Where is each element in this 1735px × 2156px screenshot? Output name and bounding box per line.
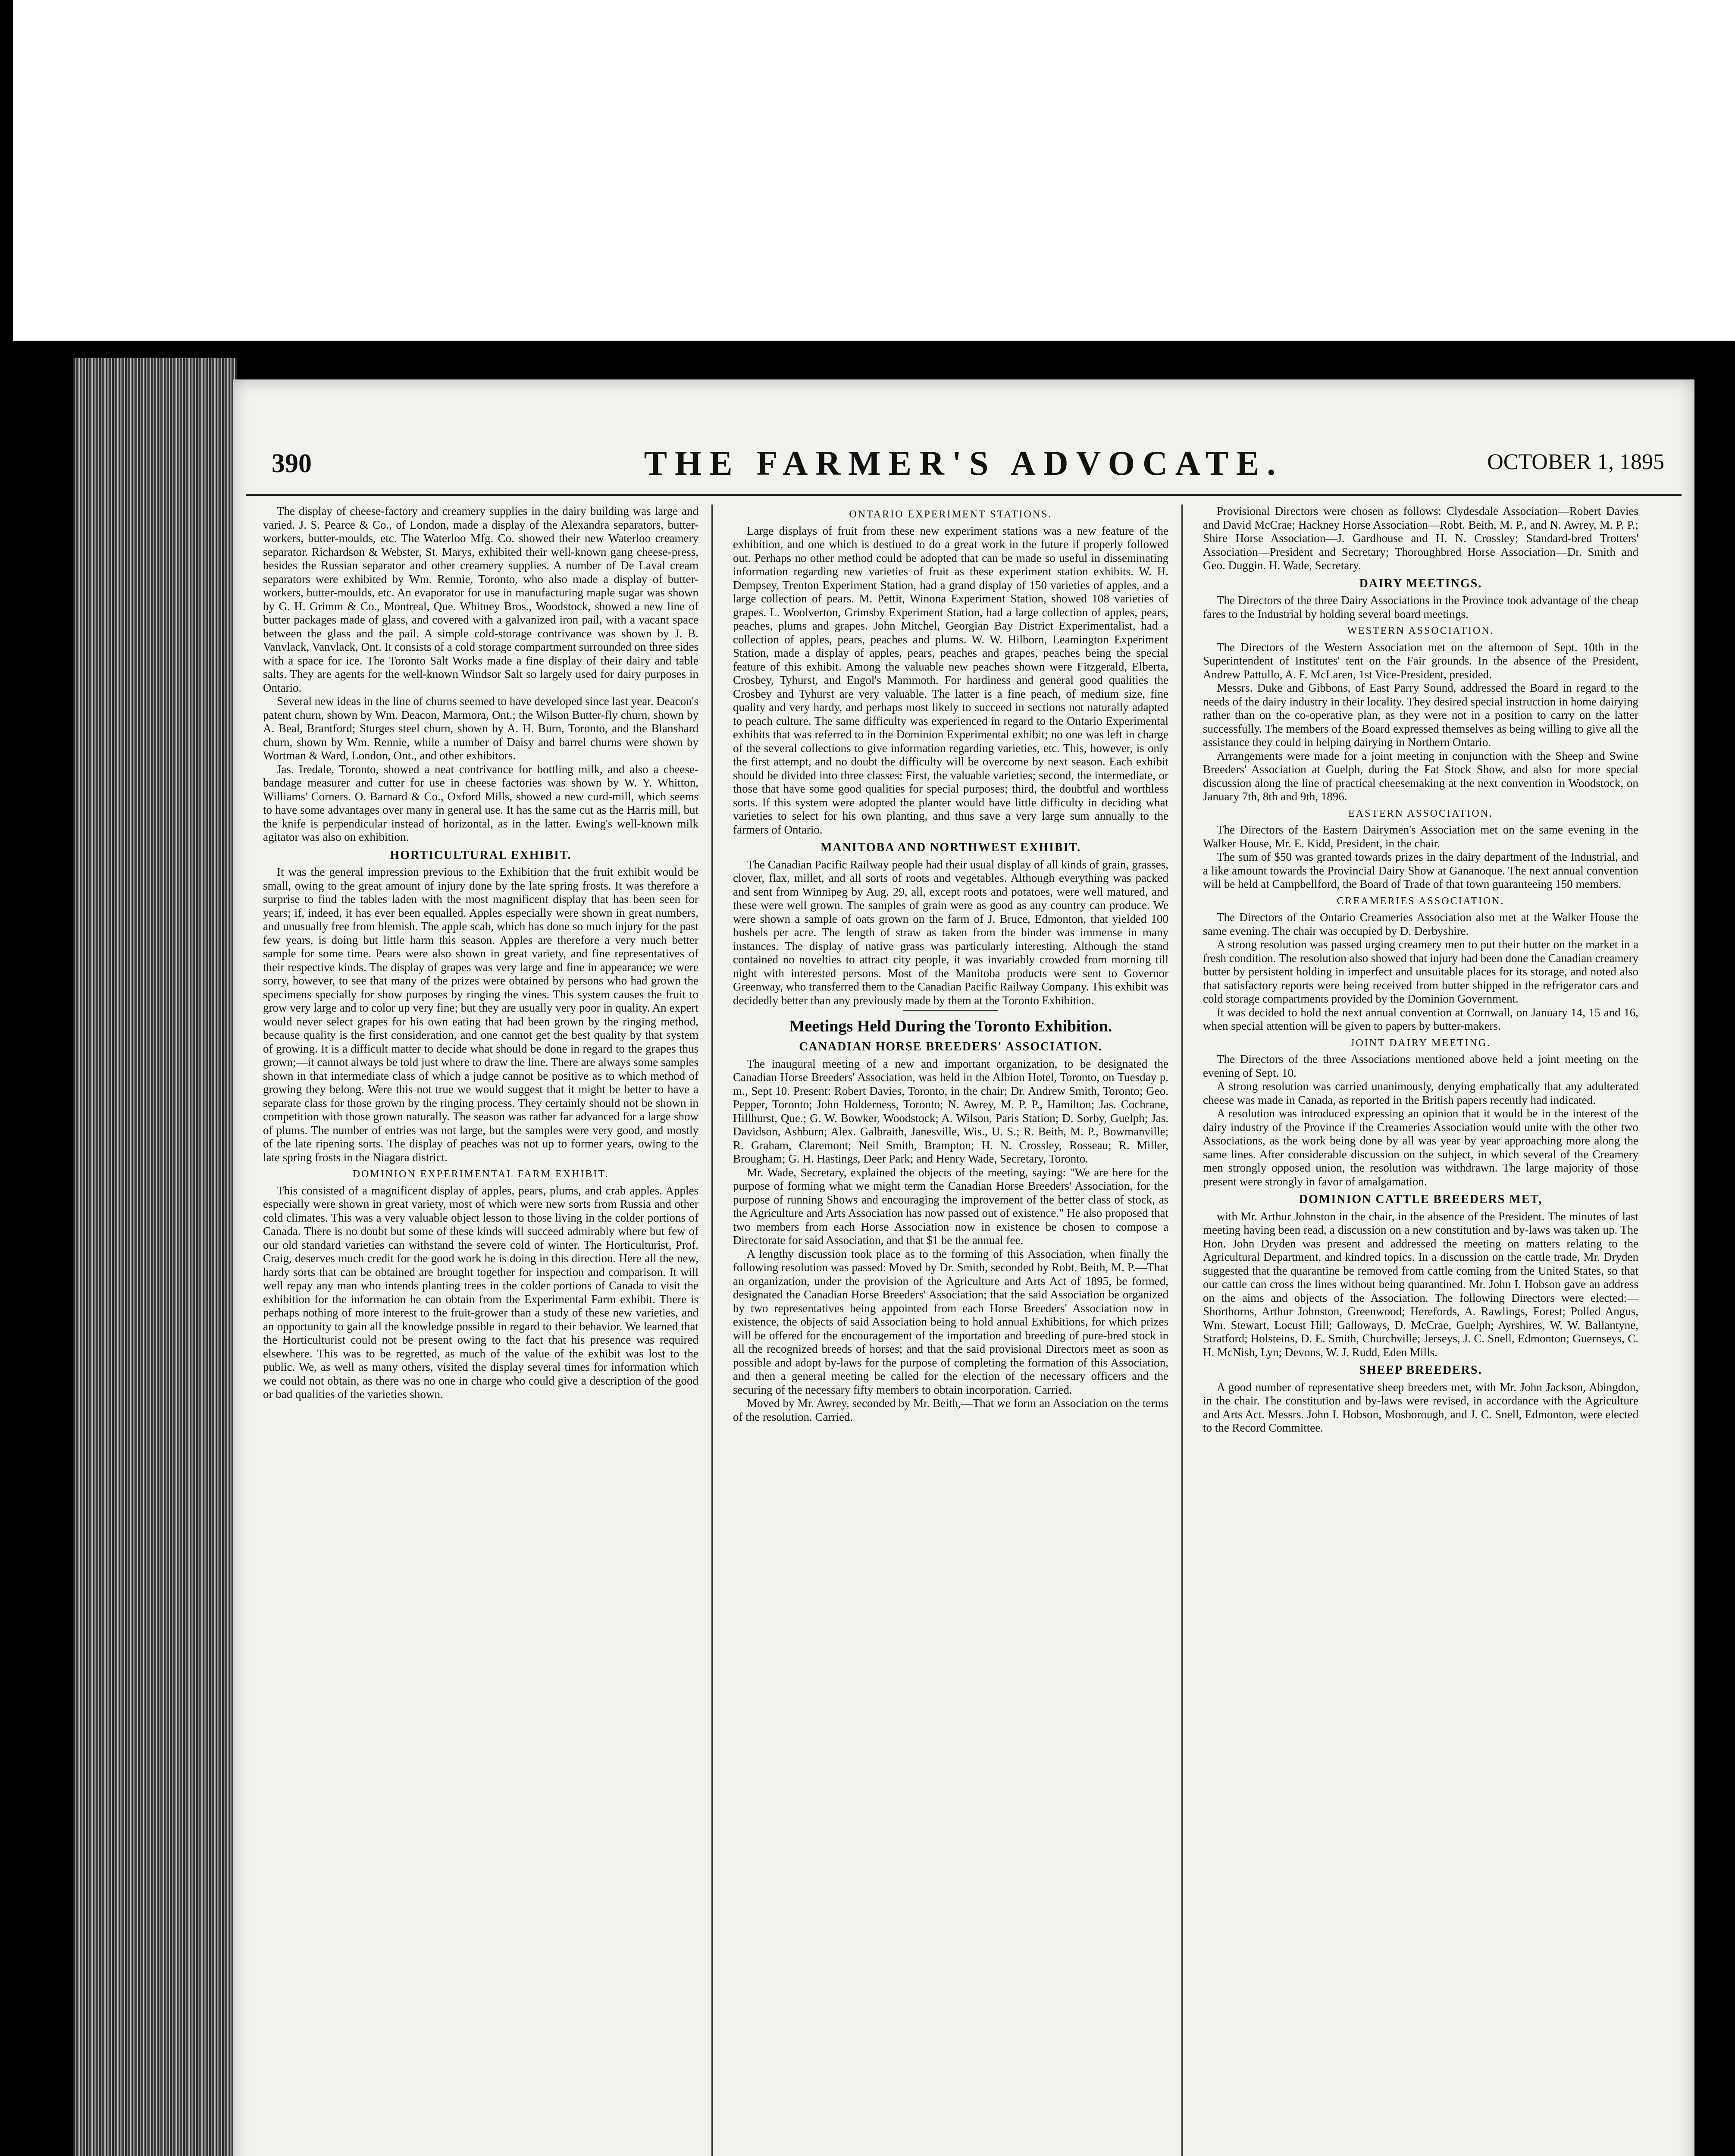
article-paragraph: A lengthy discussion took place as to the forming of this Association, when finally the following resolution was passed: Moved by Dr. Smith, seconded by Robt. Beith, M. P.—That an organization, under the provision of the Agriculture and Arts Act of 1895, be formed, designated the Canadian Horse Breeders' Association; that the said Association be organized by two representatives being appointed from each Horse Breeders' Association now in existence, the objects of said Association being to hold annual Exhibitions, for which prizes will be offered for the encouragement of the importation and breeding of pure-bred stock in all the recognized breeds of horses; and that the said provisional Directors meet as soon as possible and adopt by-laws for the purpose of completing the formation of this Association, and then a general meeting be called for the election of the necessary officers and the securing of the necessary fifty members to obtain incorporation. Carried. — [733, 1247, 1168, 1396]
book-binding-edge — [73, 358, 237, 2156]
header-rule — [246, 494, 1682, 496]
article-paragraph: The Directors of the three Associations mentioned above held a joint meeting on the evening of Sept. 10. — [1203, 1053, 1638, 1079]
newspaper-page — [233, 379, 1694, 2156]
section-heading-joint: JOINT DAIRY MEETING. — [1350, 1037, 1491, 1049]
page-header — [246, 440, 1682, 492]
article-paragraph: Moved by Mr. Awrey, seconded by Mr. Beith,—That we form an Association on the terms of the resolution. Carried. — [733, 1397, 1168, 1423]
section-heading-dairy: DAIRY MEETINGS. — [1359, 577, 1482, 590]
section-rule — [903, 1010, 998, 1011]
article-paragraph: A strong resolution was passed urging creamery men to put their butter on the market in a fresh condition. The resolution also showed that injury had been done the Canadian creamery butter by persistent holding in imperfect and unsuitable places for its storage, and noted also that satisfactory reports were being received from butter shipped in the refrigerator cars and cold storage compartments provided by the Dominion Government. — [1203, 938, 1638, 1005]
article-paragraph: A strong resolution was carried unanimously, denying emphatically that any adulterated cheese was made in Canada, as reported in the British papers recently had indicated. — [1203, 1080, 1638, 1106]
column-1 — [263, 505, 698, 2156]
column-3 — [1203, 505, 1638, 2156]
section-heading-creameries: CREAMERIES ASSOCIATION. — [1337, 895, 1505, 907]
section-heading-western: WESTERN ASSOCIATION. — [1347, 625, 1494, 636]
feature-headline-meetings: Meetings Held During the Toronto Exhibition. — [789, 1017, 1112, 1035]
section-heading-dominion-farm: DOMINION EXPERIMENTAL FARM EXHIBIT. — [352, 1169, 609, 1180]
column-2 — [733, 505, 1168, 2156]
masthead-title: THE FARMER'S ADVOCATE. — [644, 445, 1284, 483]
article-paragraph: Several new ideas in the line of churns seemed to have developed since last year. Deacon's patent churn, shown by Wm. Deacon, Marmora, Ont.; the Wilson Butter-fly churn, shown by A. Beal, Brantford; Sturges steel churn, shown by A. H. Burn, Toronto, and the Blanshard churn, shown by Wm. Rennie, while a number of Daisy and barrel churns were shown by Wortman & Ward, London, Ont., and other exhibitors. — [263, 695, 698, 762]
article-paragraph: Arrangements were made for a joint meeting in conjunction with the Sheep and Swine Breeders' Association at Guelph, during the Fat Stock Show, and also for more special discussion along the line of practical cheesemaking at the next convention in Woodstock, on January 7th, 8th and 9th, 1896. — [1203, 749, 1638, 803]
section-heading-sheep: SHEEP BREEDERS. — [1359, 1363, 1482, 1377]
article-paragraph: with Mr. Arthur Johnston in the chair, in the absence of the President. The minutes of last meeting having been read, a discussion on a new constitution and by-laws was taken up. The Hon. John Dryden was present and addressed the meeting on matters relating to the Agricultural Department, and kindred topics. In a discussion on the cattle trade, Mr. Dryden suggested that the quarantine be removed from cattle coming from the United States, so that our cattle can cross the lines without being quarantined. Mr. John I. Hobson gave an address on the aims and objects of the Association. The following Directors were elected:—Shorthorns, Arthur Johnston, Greenwood; Herefords, A. Rawlings, Forest; Polled Angus, Wm. Stewart, Locust Hill; Galloways, D. McCrae, Guelph; Ayrshires, W. W. Ballantyne, Stratford; Holsteins, D. E. Smith, Churchville; Jerseys, J. C. Snell, Edmonton; Guernseys, C. H. McNish, Lyn; Devons, W. J. Rudd, Eden Mills. — [1203, 1210, 1638, 1359]
article-paragraph: The Directors of the three Dairy Associations in the Province took advantage of the cheap fares to the Industrial by holding several board meetings. — [1203, 594, 1638, 620]
article-paragraph: The Directors of the Eastern Dairymen's Association met on the same evening in the Walker House, Mr. E. Kidd, President, in the chair. — [1203, 823, 1638, 850]
column-divider — [1181, 505, 1183, 2156]
page-number: 390 — [272, 449, 312, 478]
article-paragraph: Jas. Iredale, Toronto, showed a neat contrivance for bottling milk, and also a cheese-bandage measurer and cutter for use in cheese factories was shown by W. Y. Whitton, Williams' Corners. O. Barnard & Co., Oxford Mills, showed a new curd-mill, which seems to have some advantages over many in general use. It has the same cut as the Harris mill, but the knife is perpendicular instead of horizontal, as in the latter. Ewing's well-known milk agitator was also on exhibition. — [263, 762, 698, 843]
article-paragraph: A resolution was introduced expressing an opinion that it would be in the interest of the dairy industry of the Province if the Creameries Association would unite with the other two Associations, as the work being done by all was year by year approaching more along the same lines. After considerable discussion on the subject, in which several of the Creamery men strongly opposed union, the resolution was withdrawn. The large majority of those present were strongly in favor of amalgamation. — [1203, 1107, 1638, 1188]
article-paragraph: The Canadian Pacific Railway people had their usual display of all kinds of grain, grasses, clover, flax, millet, and all sorts of roots and vegetables. Although everything was packed and sent from Winnipeg by Aug. 29, all, except roots and potatoes, were well matured, and these were well grown. The samples of grain were as good as any country can produce. We were shown a sample of oats grown on the farm of J. Bruce, Edmonton, that yielded 100 bushels per acre. The length of straw as taken from the binder was immense in many instances. The display of native grass was particularly interesting. Although the stand contained no novelties to attract city people, it was invariably crowded from morning till night with interested persons. Most of the Manitoba products were sent to Governor Greenway, who transferred them to the Canadian Pacific Railway Company. This exhibit was decidedly better than any previously made by them at the Toronto Exhibition. — [733, 858, 1168, 1007]
article-paragraph: The inaugural meeting of a new and important organization, to be designated the Canadian Horse Breeders' Association, was held in the Albion Hotel, Toronto, on Tuesday p. m., Sept 10. Present: Robert Davies, Toronto, in the chair; Dr. Andrew Smith, Toronto; Geo. Pepper, Toronto; John Holderness, Toronto; N. Awrey, M. P. P., Hamilton; Jas. Cochrane, Hillhurst, Que.; G. W. Bowker, Woodstock; A. Wilson, Paris Station; D. Sorby, Guelph; Jas. Davidson, Ashburn; Alex. Galbraith, Janesville, Wis., U. S.; R. Beith, M. P., Bowmanville; R. Graham, Claremont; Neil Smith, Brampton; H. N. Crossley, Rosseau; R. Miller, Brougham; G. H. Hastings, Deer Park; and Henry Wade, Secretary, Toronto. — [733, 1057, 1168, 1165]
section-heading-ontario-stations: ONTARIO EXPERIMENT STATIONS. — [849, 509, 1052, 520]
article-paragraph: Messrs. Duke and Gibbons, of East Parry Sound, addressed the Board in regard to the needs of the dairy industry in their locality. They desired special instruction in home dairying rather than on the co-operative plan, as they were not in a position to carry on the latter successfully. The members of the Board expressed themselves as being willing to give all the assistance they could in helping dairying in Northern Ontario. — [1203, 681, 1638, 749]
article-paragraph: The Directors of the Ontario Creameries Association also met at the Walker House the same evening. The chair was occupied by D. Derbyshire. — [1203, 911, 1638, 937]
issue-date: OCTOBER 1, 1895 — [1487, 450, 1664, 474]
article-paragraph: The sum of $50 was granted towards prizes in the dairy department of the Industrial, and a like amount towards the Provincial Dairy Show at Gananoque. The next annual convention will be held at Campbellford, the Board of Trade of that town guaranteeing 150 members. — [1203, 850, 1638, 890]
section-heading-canadian-horse: CANADIAN HORSE BREEDERS' ASSOCIATION. — [799, 1040, 1102, 1053]
article-paragraph: Provisional Directors were chosen as follows: Clydesdale Association—Robert Davies and David McCrae; Hackney Horse Association—Robt. Beith, M. P., and N. Awrey, M. P. P.; Shire Horse Association—J. Gardhouse and H. N. Crossley; Standard-bred Trotters' Association—President and Secretary; Thoroughbred Horse Association—Dr. Smith and Geo. Duggin. H. Wade, Secretary. — [1203, 505, 1638, 572]
article-paragraph: Large displays of fruit from these new experiment stations was a new feature of the exhibition, and one which is destined to do a great work in the future if properly followed out. Perhaps no other method could be adopted that can be made so useful in disseminating information regarding new varieties of fruit as these experiment station exhibits. W. H. Dempsey, Trenton Experiment Station, had a grand display of 150 varieties of apples, and a large collection of pears. M. Pettit, Winona Experiment Station, showed 108 varieties of grapes. L. Woolverton, Grimsby Experiment Station, had a large collection of apples, pears, peaches, plums and grapes. John Mitchel, Georgian Bay District Experimentalist, had a collection of apples, pears, peaches and plums. W. W. Hilborn, Leamington Experiment Station, made a display of apples, pears, peaches and grapes, peaches being the special feature of this exhibit. Among the valuable new peaches shown were Fitzgerald, Elberta, Crosbey, Tyhurst, and Engol's Mammoth. For hardiness and general good qualities the Crosbey and Tyhurst are very valuable. The latter is a fine peach, of medium size, fine quality and very hardy, and perhaps most likely to succeed in sections not naturally adapted to peach culture. The same difficulty was experienced in regard to the Ontario Experimental exhibits that was referred to in the Dominion Experimental exhibit; no one was left in charge of the several collections to give information regarding varieties, etc. This, however, is only the first attempt, and no doubt the difficulty will be overcome by next season. Each exhibit should be divided into three classes: First, the valuable varieties; second, the intermediate, or those that have some good qualities for special purposes; third, the doubtful and worthless sorts. If this system were adopted the planter would have little difficulty in deciding what varieties to select for his own planting, and thus save a very large sum annually to the farmers of Ontario. — [733, 524, 1168, 836]
article-paragraph: It was the general impression previous to the Exhibition that the fruit exhibit would be small, owing to the great amount of injury done by the late spring frosts. It was therefore a surprise to find the tables laden with the most magnificent display that has been seen for years; if, indeed, it has ever been equalled. Apples especially were shown in great numbers, and unusually free from blemish. The apple scab, which has done so much injury for the past few years, is doing but little harm this season. Apples are therefore a very much better sample for some time. Pears were also shown in great variety, and fine representatives of their respective kinds. The display of grapes was very large and fine in appearance; we were sorry, however, to see that many of the prizes were obtained by persons who had grown the specimens specially for show purposes by ringing the vines. This system causes the fruit to grow very large and to color up very fine; but they are usually very poor in quality. An expert would never select grapes for his own eating that had been grown by the ringing method, because quality is the first consideration, and one cannot get the best quality by that system of growing. It is a difficult matter to decide what should be done in regard to the grapes thus grown;—it cannot always be told just where to draw the line. There are always some samples shown in that intermediate class of which a judge cannot be positive as to which method of growing they belong. Were this not true we would suggest that it might be better to have a separate class for those grown by the ringing process. They certainly should not be shown in competition with those grown naturally. The season was rather far advanced for a large show of plums. The number of entries was not large, but the samples were very good, and mostly of the late ripening sorts. The display of peaches was not up to former years, owing to the late spring frosts in the Niagara district. — [263, 865, 698, 1164]
section-heading-horticultural: HORTICULTURAL EXHIBIT. — [390, 848, 572, 862]
article-paragraph: The display of cheese-factory and creamery supplies in the dairy building was large and varied. J. S. Pearce & Co., of London, made a display of the Alexandra separators, butter-workers, butter-moulds, etc. The Waterloo Mfg. Co. showed their new Waterloo creamery separator. Richardson & Webster, St. Marys, exhibited their well-known gang cheese-press, besides the Russian separator and other creamery supplies. A number of De Laval cream separators were exhibited by Wm. Rennie, Toronto, who also made a display of butter-workers, butter-moulds, etc. An evaporator for use in manufacturing maple sugar was shown by G. H. Grimm & Co., Montreal, Que. Whitney Bros., Woodstock, showed a new line of butter packages made of glass, and covered with a galvanized iron pail, with a vacant space between the glass and the pail. A simple cold-storage contrivance was shown by J. B. Vanvlack, Vanvlack, Ont. It consists of a cold storage compartment surrounded on three sides with a space for ice. The Toronto Salt Works made a fine display of their dairy and table salts. They are agents for the well-known Windsor Salt so largely used for dairy purposes in Ontario. — [263, 505, 698, 694]
column-divider — [711, 505, 713, 2156]
section-heading-eastern: EASTERN ASSOCIATION. — [1348, 808, 1494, 819]
section-heading-manitoba: MANITOBA AND NORTHWEST EXHIBIT. — [820, 841, 1081, 854]
article-paragraph: This consisted of a magnificent display of apples, pears, plums, and crab apples. Apples especially were shown in great variety, most of which were new sorts from Russia and other cold climates. This was a very valuable object lesson to those living in the colder portions of Canada. There is no doubt but some of these kinds will succeed admirably where but few of our old standard varieties can withstand the severe cold of winter. The Horticulturist, Prof. Craig, deserves much credit for the good work he is doing in this direction. Here all the new, hardy sorts that can be obtained are brought together for inspection and comparison. It will well repay any man who intends planting trees in the colder portions of Canada to visit the exhibition for the information he can obtain from the Experimental Farm exhibit. There is perhaps nothing of more interest to the fruit-grower than a study of these new varieties, and an opportunity to gain all the knowledge possible in regard to their behavior. We learned that the Horticulturist could not be present owing to the fact that his presence was required elsewhere. This was to be regretted, as much of the value of the exhibit was lost to the public. We, as well as many others, visited the display several times for information which we could not obtain, as there was no one in charge who could give a description of the good or bad qualities of the varieties shown. — [263, 1184, 698, 1401]
article-paragraph: The Directors of the Western Association met on the afternoon of Sept. 10th in the Superintendent of Institutes' tent on the Fair grounds. In the absence of the President, Andrew Pattullo, A. F. McLaren, 1st Vice-President, presided. — [1203, 640, 1638, 681]
article-paragraph: A good number of representative sheep breeders met, with Mr. John Jackson, Abingdon, in the chair. The constitution and by-laws were revised, in accordance with the Agriculture and Arts Act. Messrs. John I. Hobson, Mosborough, and J. C. Snell, Edmonton, were elected to the Record Committee. — [1203, 1380, 1638, 1434]
scan-background-top — [13, 0, 1735, 341]
article-paragraph: Mr. Wade, Secretary, explained the objects of the meeting, saying: "We are here for the purpose of forming what we might term the Canadian Horse Breeders' Association, for the purpose of running Shows and encouraging the improvement of the better class of stock, as the Agriculture and Arts Association has now passed out of existence." He also proposed that two members from each Horse Association now in existence be chosen to compose a Directorate for said Association, and that $1 be the annual fee. — [733, 1166, 1168, 1247]
article-paragraph: It was decided to hold the next annual convention at Cornwall, on January 14, 15 and 16, when special attention will be given to papers by butter-makers. — [1203, 1006, 1638, 1032]
section-heading-cattle: DOMINION CATTLE BREEDERS MET, — [1299, 1193, 1543, 1206]
